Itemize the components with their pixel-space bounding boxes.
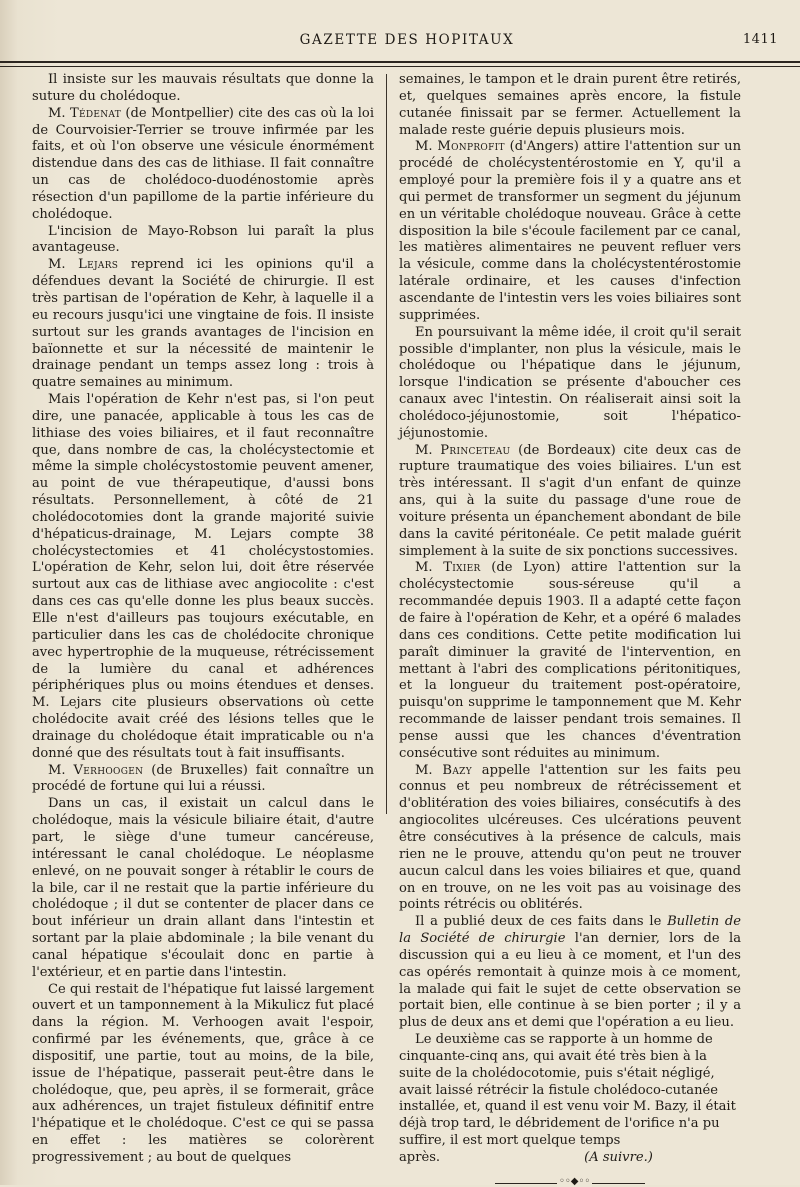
to-be-continued: (A suivre.) — [584, 1150, 653, 1165]
paragraph — [32, 982, 374, 1167]
text-run: appelle l'attention sur les faits peu connus et peu nombreux de rétrécissement et d'oblitération des voies biliaires, consécutifs à des angiocolites ulcéreuses. Ces ulcérations peuvent être consécutives à la présence de calculs, mais rien ne le prouve, attendu qu'on peut ne trouver aucun calcul dans les voies biliaires et que, quand on en trouve, on ne les voit pas au voisinage des points rétrécis ou oblitérés. — [399, 763, 741, 913]
paragraph — [399, 914, 741, 1032]
text-run: (de Bruxelles) fait connaître un procédé de fortune qui lui a réussi. — [32, 763, 374, 795]
paragraph — [399, 1032, 741, 1167]
author-name: Lejars — [78, 257, 118, 272]
paragraph — [32, 392, 374, 763]
text-run: Dans un cas, il existait un calcul dans le cholédoque, mais la vésicule biliaire était, d'autre part, le siège d'une tumeur cancéreuse, intéressant le canal cholédoque. Le néoplasme enlevé, on ne pouvait songer à rétablir le cours de la bile, car il ne restait que la partie inférieure du cholédoque ; il dut se contenter de placer dans ce bout inférieur un drain allant dans l'intestin et sortant par la plaie abdominale ; la bile venant du canal hépatique s'écoulait donc en partie à l'extérieur, et en partie dans l'intestin. — [32, 796, 374, 979]
right-column-body — [399, 72, 741, 1167]
text-run: (de Lyon) attire l'attention sur la cholécystectomie sous-séreuse qu'il a recommandée depuis 1903. Il a adapté cette façon de faire à l'opération de Kehr, et a opéré 6 malades dans ces conditions. Cette petite modification lui paraît diminuer la gravité de l'intervention, en mettant à l'abri des complications péritonitiques, et la longueur du traitement post-opératoire, puisqu'on supprime le tamponnement que M. Kehr recommande de laisser pendant trois semaines. Il pense aussi que les chances d'éventration consécutive sont réduites au minimum. — [399, 560, 741, 760]
text-run: L'incision de Mayo-Robson lui paraît la plus avantageuse. — [32, 224, 374, 256]
page-number: 1411 — [743, 32, 778, 47]
author-name: Tédenat — [70, 106, 121, 121]
paragraph — [32, 72, 374, 106]
text-run: l'an dernier, lors de la discussion qui a eu lieu à ce moment, et l'un des cas opérés remontait à quinze mois à ce moment, la malade qui fait le sujet de cette observation se portait bien, elle continue à se bien porter ; il y a plus de deux ans et demi que l'opération a eu lieu. — [399, 931, 741, 1030]
text-run: Il insiste sur les mauvais résultats que donne la suture du cholédoque. — [32, 72, 374, 104]
text-run: (de Bordeaux) cite deux cas de rupture traumatique des voies biliaires. L'un est très intéressant. Il s'agit d'un enfant de quinze ans, qui à la suite du passage d'une roue de voiture présenta un épanchement abondant de bile dans la cavité péritonéale. Ce petit malade guérit simplement à la suite de six ponctions successives. — [399, 443, 741, 559]
text-run: M. — [48, 106, 70, 121]
text-run: M. — [48, 257, 78, 272]
paragraph — [399, 72, 741, 139]
journal-title: Bulletin de la Société de chirurgie — [399, 914, 741, 946]
paragraph — [399, 325, 741, 443]
text-run: M. — [415, 763, 442, 778]
text-run: M. — [415, 560, 443, 575]
paragraph — [32, 257, 374, 392]
text-run: Le deuxième cas se rapporte à un homme de cinquante-cinq ans, qui avait été très bien à la suite de la cholédocotomie, puis s'était négligé, avait laissé rétrécir la fistule cholédoco-cutanée installée, et, quand il est venu voir M. Bazy, il était déjà trop tard, le débridement de l'orifice n'a pu suffire, il est mort quelque temps après. — [399, 1032, 736, 1165]
author-name: Monprofit — [437, 139, 504, 154]
text-columns — [32, 72, 782, 1185]
running-title: GAZETTE DES HOPITAUX — [32, 32, 782, 48]
text-run: Il a publié deux de ces faits dans le — [415, 914, 667, 929]
text-run: (de Montpellier) cite des cas où la loi de Courvoisier-Terrier se trouve infirmée par les faits, et où l'on observe une vésicule énormément distendue dans des cas de lithiase. Il fait connaître un cas de cholédoco-duodénostomie après résection d'un papillome de la partie inférieure du cholédoque. — [32, 106, 374, 222]
paragraph — [32, 106, 374, 224]
paragraph — [399, 560, 741, 762]
text-run: En poursuivant la même idée, il croit qu'il serait possible d'implanter, non plus la vésicule, mais le cholédoque ou l'hépatique dans le jéjunum, lorsque l'indication se présente d'aboucher ces canaux avec l'intestin. On réaliserait ainsi soit la cholédoco-jéjunostomie, soit l'hépatico-jéjunostomie. — [399, 325, 741, 441]
paragraph — [32, 763, 374, 797]
text-run: (d'Angers) attire l'attention sur un procédé de cholécystentérostomie en Y, qu'il a employé pour la première fois il y a quatre ans et qui permet de transformer un segment du jéjunum en un véritable cholédoque nouveau. Grâce à cette disposition la bile s'écoule facilement par ce canal, les matières alimentaires ne peuvent refluer vers la vésicule, comme dans la cholécystentérostomie latérale ordinaire, et les causes d'infection ascendante de l'intestin vers les voies biliaires sont supprimées. — [399, 139, 741, 322]
text-run: M. — [415, 139, 437, 154]
text-run: M. — [48, 763, 74, 778]
author-name: Verhoogen — [74, 763, 144, 778]
paragraph — [32, 224, 374, 258]
right-column — [387, 72, 741, 1185]
header-rule-thick — [0, 61, 800, 63]
author-name: Princeteau — [440, 443, 510, 458]
paragraph — [399, 763, 741, 915]
text-run: M. — [415, 443, 440, 458]
text-run: Mais l'opération de Kehr n'est pas, si l'on peut dire, une panacée, applicable à tous les cas de lithiase des voies biliaires, et il faut reconnaître que, dans nombre de cas, la cholécystectomie et même la simple cholécystostomie peuvent amener, au point de vue thérapeutique, d'aussi bons résultats. Personnellement, à côté de 21 cholédocotomies dont la grande majorité suivie d'hépaticus-drainage, M. Lejars compte 38 cholécystectomies et 41 cholécystostomies. L'opération de Kehr, selon lui, doit être réservée surtout aux cas de lithiase avec angiocolite : c'est dans ces cas qu'elle donne les plus beaux succès. Elle n'est d'ailleurs pas toujours exécutable, en particulier dans les cas de cholédocite chronique avec hypertrophie de la muqueuse, rétrécissement de la lumière du canal et adhérences périphériques plus ou moins étendues et denses. M. Lejars cite plusieurs observations où cette cholédocite avait créé des lésions telles que le drainage du cholédoque était impraticable ou n'a donné que des résultats tout à fait insuffisants. — [32, 392, 374, 761]
text-run: reprend ici les opinions qu'il a défendues devant la Société de chirurgie. Il est très partisan de l'opération de Kehr, à laquelle il a eu recours jusqu'ici une vingtaine de fois. Il insiste surtout sur les grands avantages de l'incision en baïonnette et sur la nécessité de maintenir le drainage pendant un temps assez long : trois à quatre semaines au minimum. — [32, 257, 374, 390]
paragraph — [32, 796, 374, 981]
paragraph — [399, 139, 741, 324]
page-header — [32, 0, 782, 56]
text-run: semaines, le tampon et le drain purent être retirés, et, quelques semaines après encore, la fistule cutanée finissait par se fermer. Actuellement la malade reste guérie depuis plusieurs mois. — [399, 72, 741, 138]
left-column — [32, 72, 386, 1185]
author-name: Tixier — [443, 560, 480, 575]
author-name: Bazy — [442, 763, 472, 778]
text-run: Ce qui restait de l'hépatique fut laissé largement ouvert et un tamponnement à la Mikulicz fut placé dans la région. M. Verhoogen avait l'espoir, confirmé par les événements, que, grâce à ce dispositif, une partie, tout au moins, de la bile, issue de l'hépatique, passerait peut-être dans le cholédoque, que, peu après, il se formerait, grâce aux adhérences, un trajet fistuleux définitif entre l'hépatique et le cholédoque. C'est ce qui se passa en effet : les matières se colorèrent progressivement ; au bout de quelques — [32, 982, 374, 1165]
paragraph — [399, 443, 741, 561]
spacer — [440, 1150, 584, 1165]
end-ornament: ◦◦◆◦◦ — [495, 1179, 645, 1187]
header-rule-thin — [0, 66, 800, 67]
